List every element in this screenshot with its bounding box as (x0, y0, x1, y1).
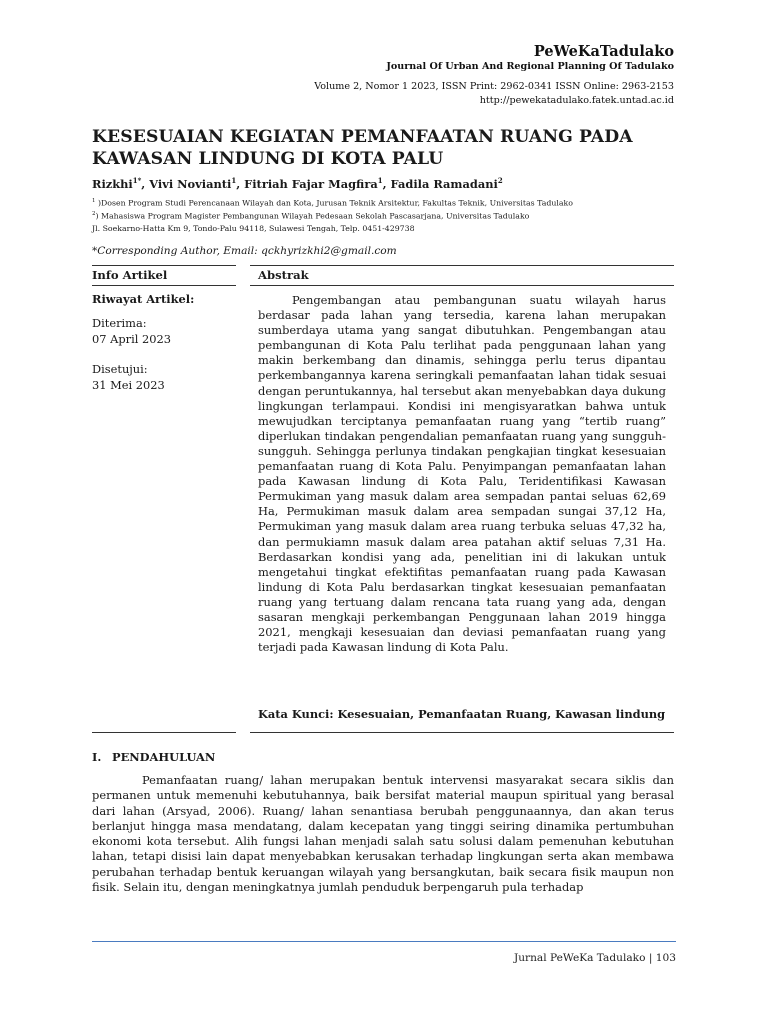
author-affiliation-mark: 2 (497, 176, 503, 185)
affiliation-1 (92, 198, 682, 208)
journal-volume-issn: Volume 2, Nomor 1 2023, ISSN Print: 2962-0341 ISSN Online: 2963-2153 (314, 81, 674, 92)
section-heading (92, 750, 215, 764)
author-list (92, 176, 682, 191)
abstract-bottom-rule (250, 732, 674, 733)
author-separator: , (382, 176, 391, 191)
journal-subtitle: Journal Of Urban And Regional Planning Of Tadulako (386, 61, 674, 72)
author-name: Fitriah Fajar Magfira (244, 176, 378, 191)
affiliation-text: ) Mahasiswa Program Magister Pembangunan Wilayah Pedesaan Sekolah Pascasarjana, Universitas Tadulako (95, 211, 530, 221)
introduction-text: Pemanfaatan ruang/ lahan merupakan bentuk intervensi masyarakat secara siklis dan permanen untuk memenuhi kebutuhannya, baik bersifat material maupun spiritual yang berasal dari lahan (Arsyad, 2006). Ruang/ lahan senantiasa berubah penggunaannya, dan akan terus berlanjut hingga masa mendatang, dalam kecepatan yang tinggi seiring dinamika pertumbuhan ekonomi kota tersebut. Alih fungsi lahan menjadi salah satu solusi dalam pemenuhan kebutuhan lahan, tetapi disisi lain dapat menyebabkan kerusakan terhadap lingkungan serta akan membawa perubahan terhadap bentuk keruangan wilayah yang bersangkutan, baik secara fisik maupun non fisik. Selain itu, dengan meningkatnya jumlah penduduk berpengaruh pula terhadap (92, 773, 674, 895)
article-history-label: Riwayat Artikel: (92, 292, 195, 306)
author-affiliation-mark: 1 (377, 176, 383, 185)
info-heading: Info Artikel (92, 268, 168, 282)
author-affiliation-mark: 1* (132, 176, 142, 185)
received-label: Diterima: (92, 316, 147, 330)
affiliation-mark: 1 (92, 198, 96, 204)
footer-page-label: Jurnal PeWeKa Tadulako | 103 (513, 952, 676, 964)
journal-url[interactable]: http://pewekatadulako.fatek.untad.ac.id (479, 95, 674, 106)
journal-name: PeWeKaTadulako (533, 43, 674, 60)
info-heading-rule (92, 285, 236, 286)
affiliation-2 (92, 211, 682, 221)
affiliation-address (92, 224, 682, 233)
article-title: KESESUAIAN KEGIATAN PEMANFAATAN RUANG PADA KAWASAN LINDUNG DI KOTA PALU (92, 127, 633, 169)
info-top-rule (92, 265, 236, 266)
abstract-text: Pengembangan atau pembangunan suatu wilayah harus berdasar pada lahan yang tersedia, karena lahan merupakan sumberdaya utama yang sangat dibutuhkan. Pengembangan atau pembangunan di Kota Palu terlihat pada penggunaan lahan yang makin berkembang dan dinamis, sehingga perlu terus dipantau perkembangannya karena seringkali pemanfaatan lahan tidak sesuai dengan peruntukannya, hal tersebut akan menyebabkan daya dukung lingkungan terlampaui. Kondisi ini mengisyaratkan bahwa untuk mewujudkan terciptanya pemanfaatan ruang yang “tertib ruang” diperlukan tindakan pengendalian pemanfaatan ruang yang sungguh-sungguh. Sehingga perlunya tindakan pengkajian tingkat kesesuaian pemanfaatan ruang di Kota Palu. Penyimpangan pemanfaatan lahan pada Kawasan lindung di Kota Palu, Teridentifikasi Kawasan Permukiman yang masuk dalam area sempadan pantai seluas 62,69 Ha, Permukiman masuk dalam area sempadan sungai 37,12 Ha, Permukiman yang masuk dalam area ruang terbuka seluas 47,32 ha, dan permukiamn masuk dalam area patahan aktif seluas 7,31 Ha. Berdasarkan kondisi yang ada, penelitian ini di lakukan untuk mengetahui tingkat efektifitas pemanfaatan ruang pada Kawasan lindung di Kota Palu berdasarkan tingkat kesesuaian pemanfaatan ruang yang tertuang dalam rencana tata ruang yang ada, dengan sasaran mengkaji perkembangan Penggunaan lahan 2019 hingga 2021, mengkaji kesesuaian dan deviasi pemanfaatan ruang yang terjadi pada Kawasan lindung di Kota Palu. (258, 293, 666, 655)
abstract-heading: Abstrak (258, 268, 309, 282)
author-separator: , (141, 176, 150, 191)
section-number: I. (92, 750, 102, 764)
received-date: 07 April 2023 (92, 332, 171, 346)
approved-label: Disetujui: (92, 362, 148, 376)
affiliation-text: )Dosen Program Studi Perencanaan Wilayah dan Kota, Jurusan Teknik Arsitektur, Fakultas Teknik, Universitas Tadulako (95, 198, 573, 208)
affiliation-text: Jl. Soekarno-Hatta Km 9, Tondo-Palu 94118, Sulawesi Tengah, Telp. 0451-429738 (92, 224, 415, 233)
section-title: PENDAHULUAN (112, 750, 216, 764)
info-bottom-rule (92, 732, 236, 733)
keywords: Kata Kunci: Kesesuaian, Pemanfaatan Ruang, Kawasan lindung (258, 707, 666, 721)
approved-date: 31 Mei 2023 (92, 378, 165, 392)
author-name: Rizkhi (92, 176, 133, 191)
corresponding-author: *Corresponding Author, Email: qckhyrizkhi2@gmail.com (92, 245, 397, 257)
abstract-heading-rule (250, 285, 674, 286)
author-separator: , (236, 176, 245, 191)
abstract-top-rule (250, 265, 674, 266)
author-affiliation-mark: 1 (231, 176, 237, 185)
author-name: Fadila Ramadani (390, 176, 498, 191)
affiliation-mark: 2 (92, 211, 96, 217)
footer-rule (92, 941, 676, 942)
author-name: Vivi Novianti (149, 176, 232, 191)
